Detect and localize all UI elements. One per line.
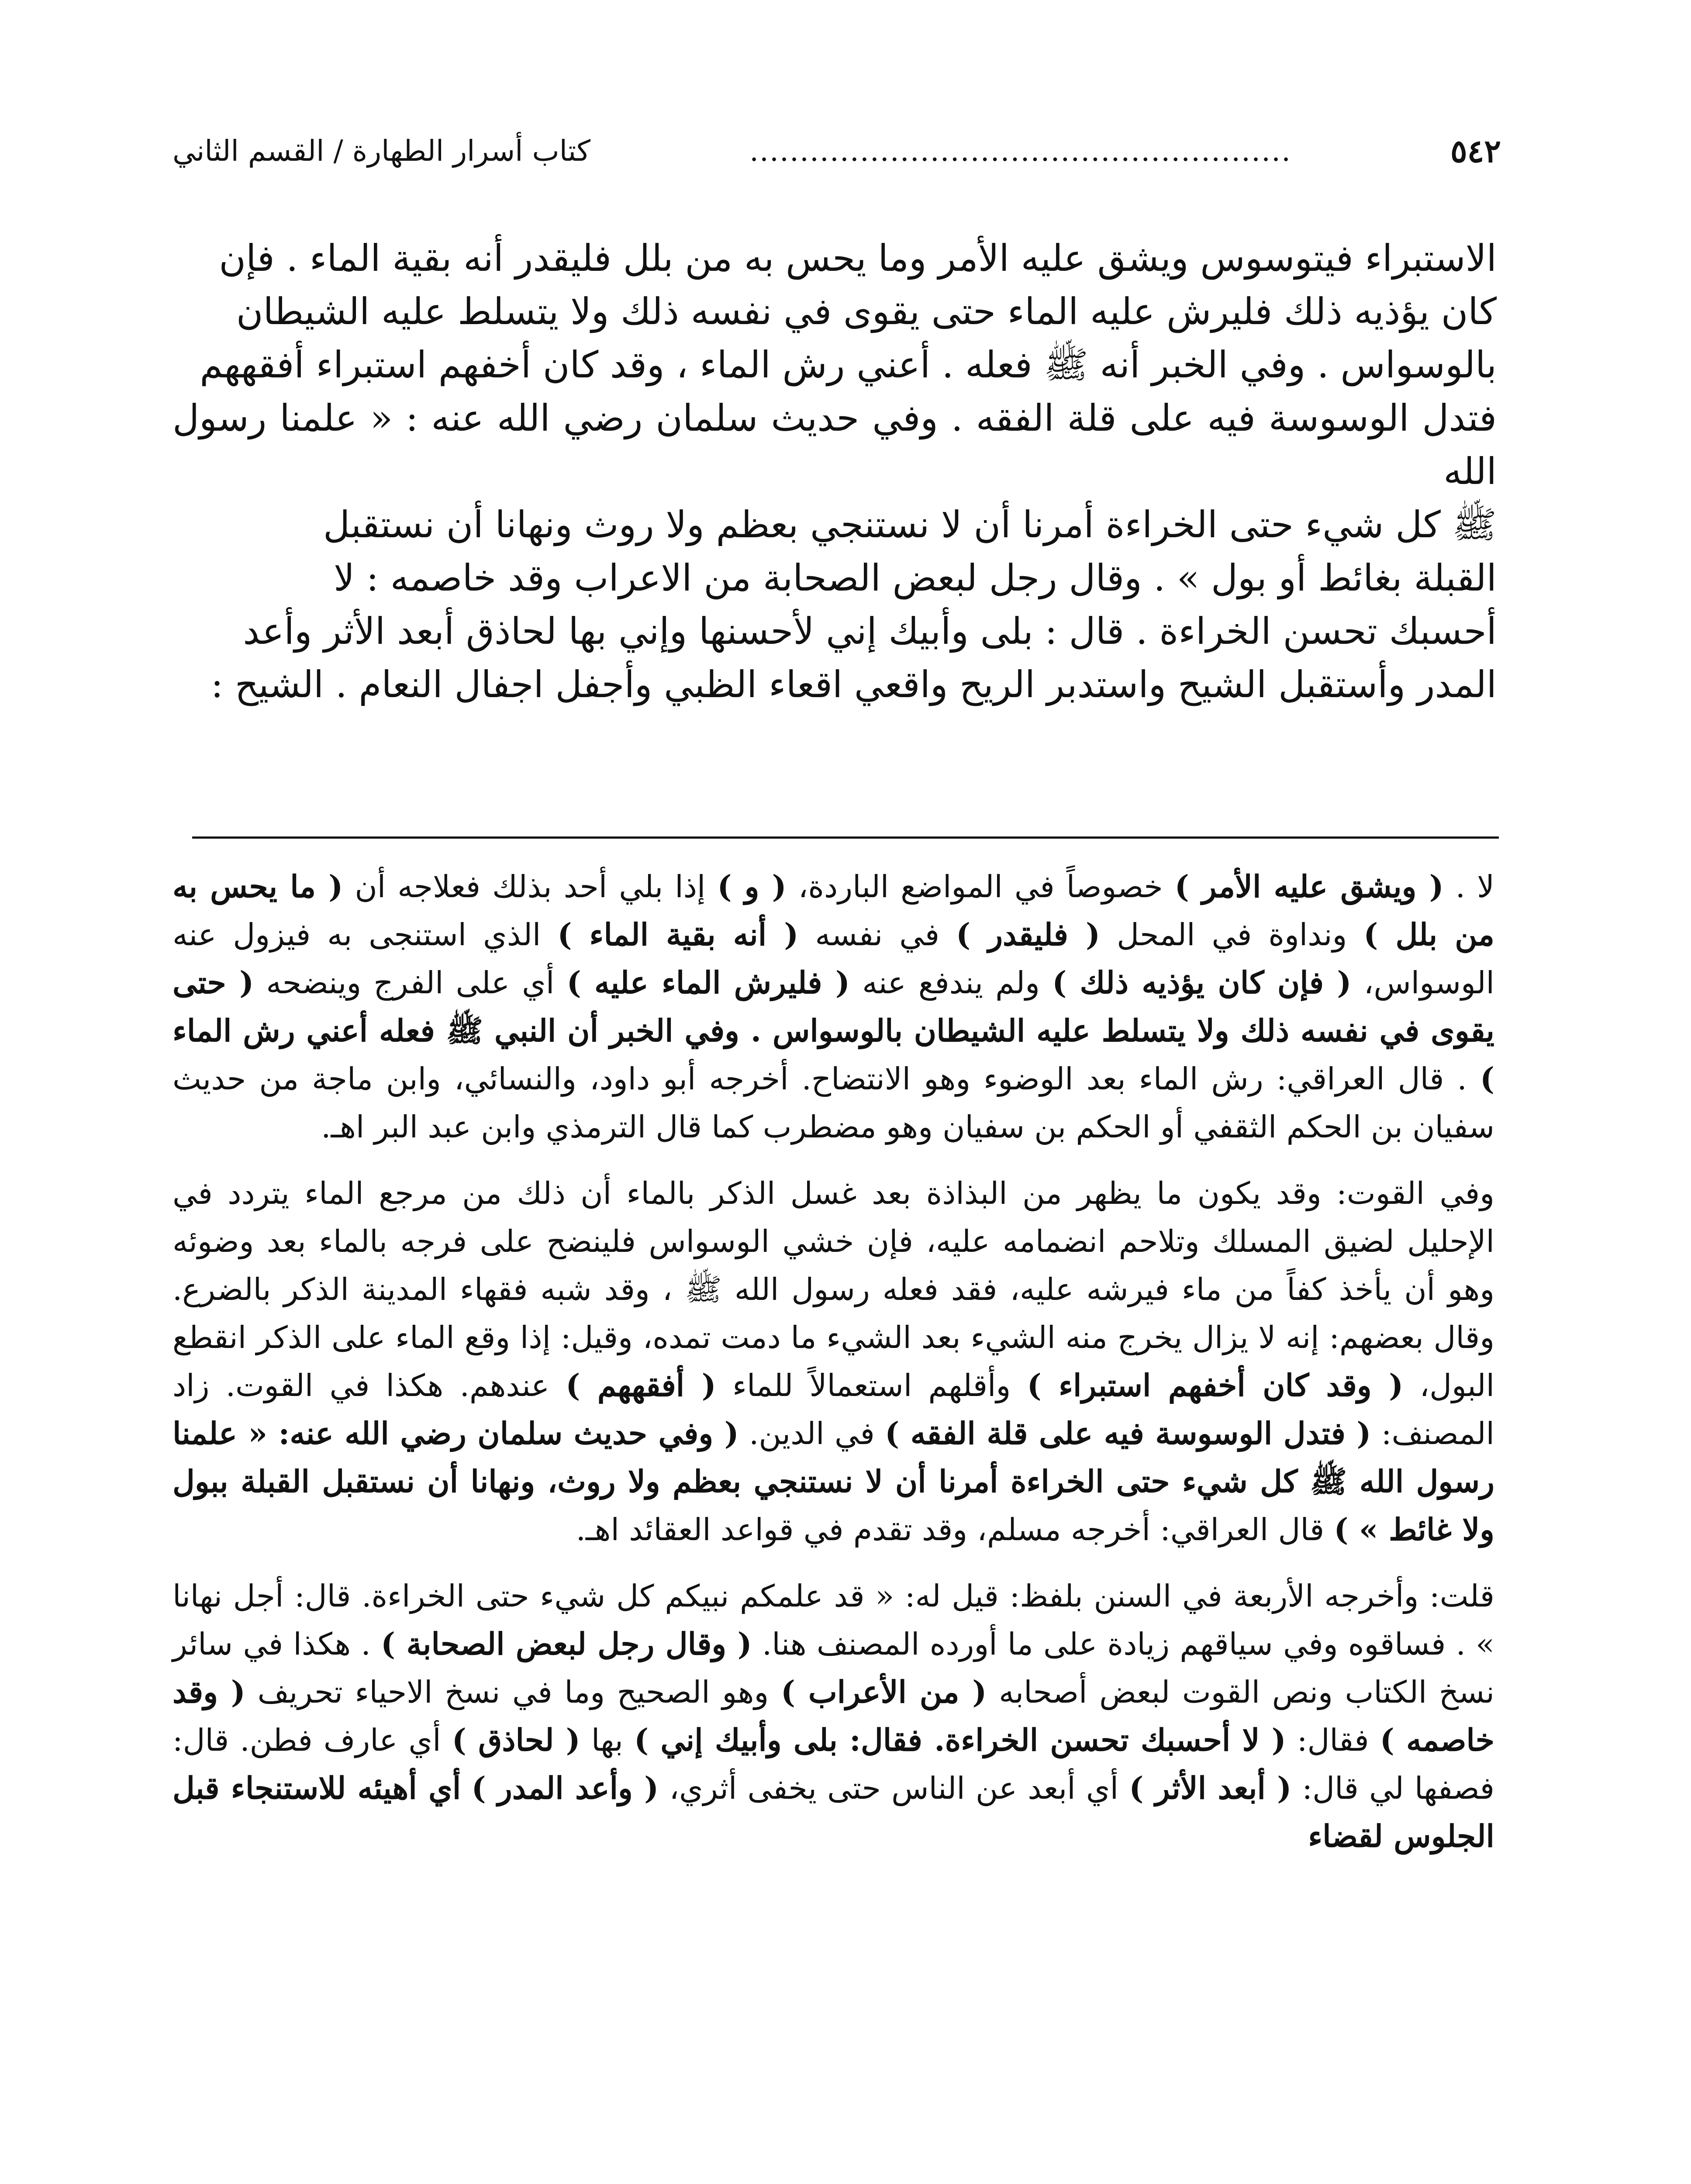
quoted-matn: ( ما يحس به من بلل ) [173,868,1495,953]
header-leader-dots: ...................................................... [749,134,1291,168]
commentary-text: لا . [1443,869,1494,905]
main-text-line: فتدل الوسوسة فيه على قلة الفقه . وفي حديث سلمان رضي الله عنه : « علمنا رسول الله [173,397,1497,493]
commentary-text: أي أبعد عن الناس حتى يخفى أثري، [659,1770,1129,1806]
quoted-matn: ( وفي حديث سلمان رضي الله عنه: « علمنا رسول الله ﷺ كل شيء حتى الخراءة أمرنا أن لا نستنجي بعظم ولا روث، ونهانا أن نستقبل القبلة ببول ولا غائط » ) [173,1415,1494,1548]
commentary-text: ونداوة في المحل [1100,917,1364,953]
quoted-matn: ( أفقههم ) [566,1367,716,1403]
main-text-line: كان يؤذيه ذلك فليرش عليه الماء حتى يقوى في نفسه ذلك ولا يتسلط عليه الشيطان [236,290,1497,333]
quoted-matn: ( وقال رجل لبعض الصحابة ) [381,1626,752,1662]
quoted-matn: ( فتدل الوسوسة فيه على قلة الفقه ) [885,1415,1371,1451]
commentary-text: ولم يندفع عنه [850,965,1053,1001]
commentary-text: بها [580,1722,634,1758]
commentary-text: في نفسه [798,917,956,953]
commentary-paragraph-1 [173,863,1494,1151]
main-text-line: بالوسواس . وفي الخبر أنه ﷺ فعله . أعني رش الماء ، وقد كان أخفهم استبراء أفقههم [200,343,1497,386]
page-number: ٥٤٢ [1450,132,1501,169]
commentary-text: أي على الفرج وينضحه [254,965,567,1001]
quoted-matn: ( وقد خاصمه ) [173,1674,1495,1758]
quoted-matn: ( لحاذق ) [452,1722,580,1758]
commentary-text: عندهم. هكذا في القوت. زاد المصنف: [173,1368,1495,1451]
commentary-text: وفي القوت: وقد يكون ما يظهر من البذاذة بعد غسل الذكر بالماء أن ذلك من مرجع الماء يتردد في الإحليل لضيق المسلك وتلاحم انضمامه عليه، فإن خشي الوسواس فلينضح على فرجه بالماء بعد وضوئه وهو أن يأخذ كفاً من ماء فيرشه عليه، فقد فعله رسول الله ﷺ ، وقد شبه فقهاء المدينة الذكر بالضرع. وقال بعضهم: إنه لا يزال يخرج منه الشيء بعد الشيء ما دمت تمده، وقيل: إذا وقع الماء على الذكر انقطع البول، [173,1175,1495,1403]
main-text-line: المدر وأستقبل الشيح واستدبر الريح واقعي اقعاء الظبي وأجفل اجفال النعام . الشيح : [211,663,1497,706]
quoted-matn: ( فليقدر ) [956,916,1101,953]
commentary-text: فقال: [1286,1722,1380,1758]
commentary-text: قال العراقي: أخرجه مسلم، وقد تقدم في قواعد العقائد اهـ. [576,1512,1334,1548]
quoted-matn: أي أهيئه للاستنجاء قبل الجلوس لقضاء [173,1770,1494,1854]
quoted-matn: ( من الأعراب ) [780,1674,987,1710]
quoted-matn: ( أبعد الأثر ) [1129,1770,1292,1806]
commentary-text: إذا بلي أحد بذلك فعلاجه أن [343,869,718,905]
commentary-text: . هكذا في سائر نسخ الكتاب ونص القوت لبعض أصحابه [173,1626,1495,1710]
commentary-text: . قال العراقي: رش الماء بعد الوضوء وهو الانتضاح. أخرجه أبو داود، والنسائي، وابن ماجة من حديث سفيان بن الحكم الثقفي أو الحكم بن سفيان وهو مضطرب كما قال الترمذي وابن عبد البر اهـ. [173,1061,1494,1145]
quoted-matn: ( و ) [717,868,787,905]
separator-rule [192,836,1499,839]
commentary-text: وهو الصحيح وما في نسخ الاحياء تحريف [245,1674,781,1710]
running-title: كتاب أسرار الطهارة / القسم الثاني [173,134,591,168]
commentary [173,863,1494,1879]
main-text-line: أحسبك تحسن الخراءة . قال : بلى وأبيك إني لأحسنها وإني بها لحاذق أبعد الأثر وأعد [243,610,1497,653]
commentary-text: أي عارف فطن. قال: فصفها لي قال: [173,1722,1494,1806]
quoted-matn: ( حتى يقوى في نفسه ذلك ولا يتسلط عليه الشيطان بالوسواس . وفي الخبر أن النبي ﷺ فعله أعني رش الماء ) [173,964,1494,1097]
commentary-paragraph-2 [173,1169,1494,1554]
main-text [173,232,1497,711]
running-header [173,124,1501,177]
commentary-text: وأقلهم استعمالاً للماء [716,1368,1027,1403]
commentary-text: قلت: وأخرجه الأربعة في السنن بلفظ: قيل له: « قد علمكم نبيكم كل شيء حتى الخراءة. قال: أجل نهانا » . فساقوه وفي سياقهم زيادة على ما أورده المصنف هنا. [173,1578,1494,1662]
main-text-line: الاستبراء فيتوسوس ويشق عليه الأمر وما يحس به من بلل فليقدر أنه بقية الماء . فإن [219,237,1497,280]
commentary-text: خصوصاً في المواضع الباردة، [786,869,1175,905]
commentary-text: في الدين. [739,1416,885,1451]
main-text-line: ﷺ كل شيء حتى الخراءة أمرنا أن لا نستنجي بعظم ولا روث ونهانا أن نستقبل [323,503,1497,546]
quoted-matn: ( ويشق عليه الأمر ) [1174,868,1444,905]
quoted-matn: ( وقد كان أخفهم استبراء ) [1027,1367,1404,1403]
commentary-text [461,1770,471,1806]
quoted-matn: ( وأعد المدر ) [471,1770,659,1806]
main-text-line: القبلة بغائط أو بول » . وقال رجل لبعض الصحابة من الاعراب وقد خاصمه : لا [334,556,1497,599]
commentary-paragraph-3 [173,1572,1494,1860]
quoted-matn: ( أنه بقية الماء ) [557,916,799,953]
quoted-matn: ( لا أحسبك تحسن الخراءة. فقال: بلى وأبيك إني ) [634,1722,1286,1758]
quoted-matn: ( فليرش الماء عليه ) [566,964,850,1001]
commentary-text: الذي استنجى به فيزول عنه الوسواس، [173,917,1494,1001]
quoted-matn: ( فإن كان يؤذيه ذلك ) [1052,964,1352,1001]
